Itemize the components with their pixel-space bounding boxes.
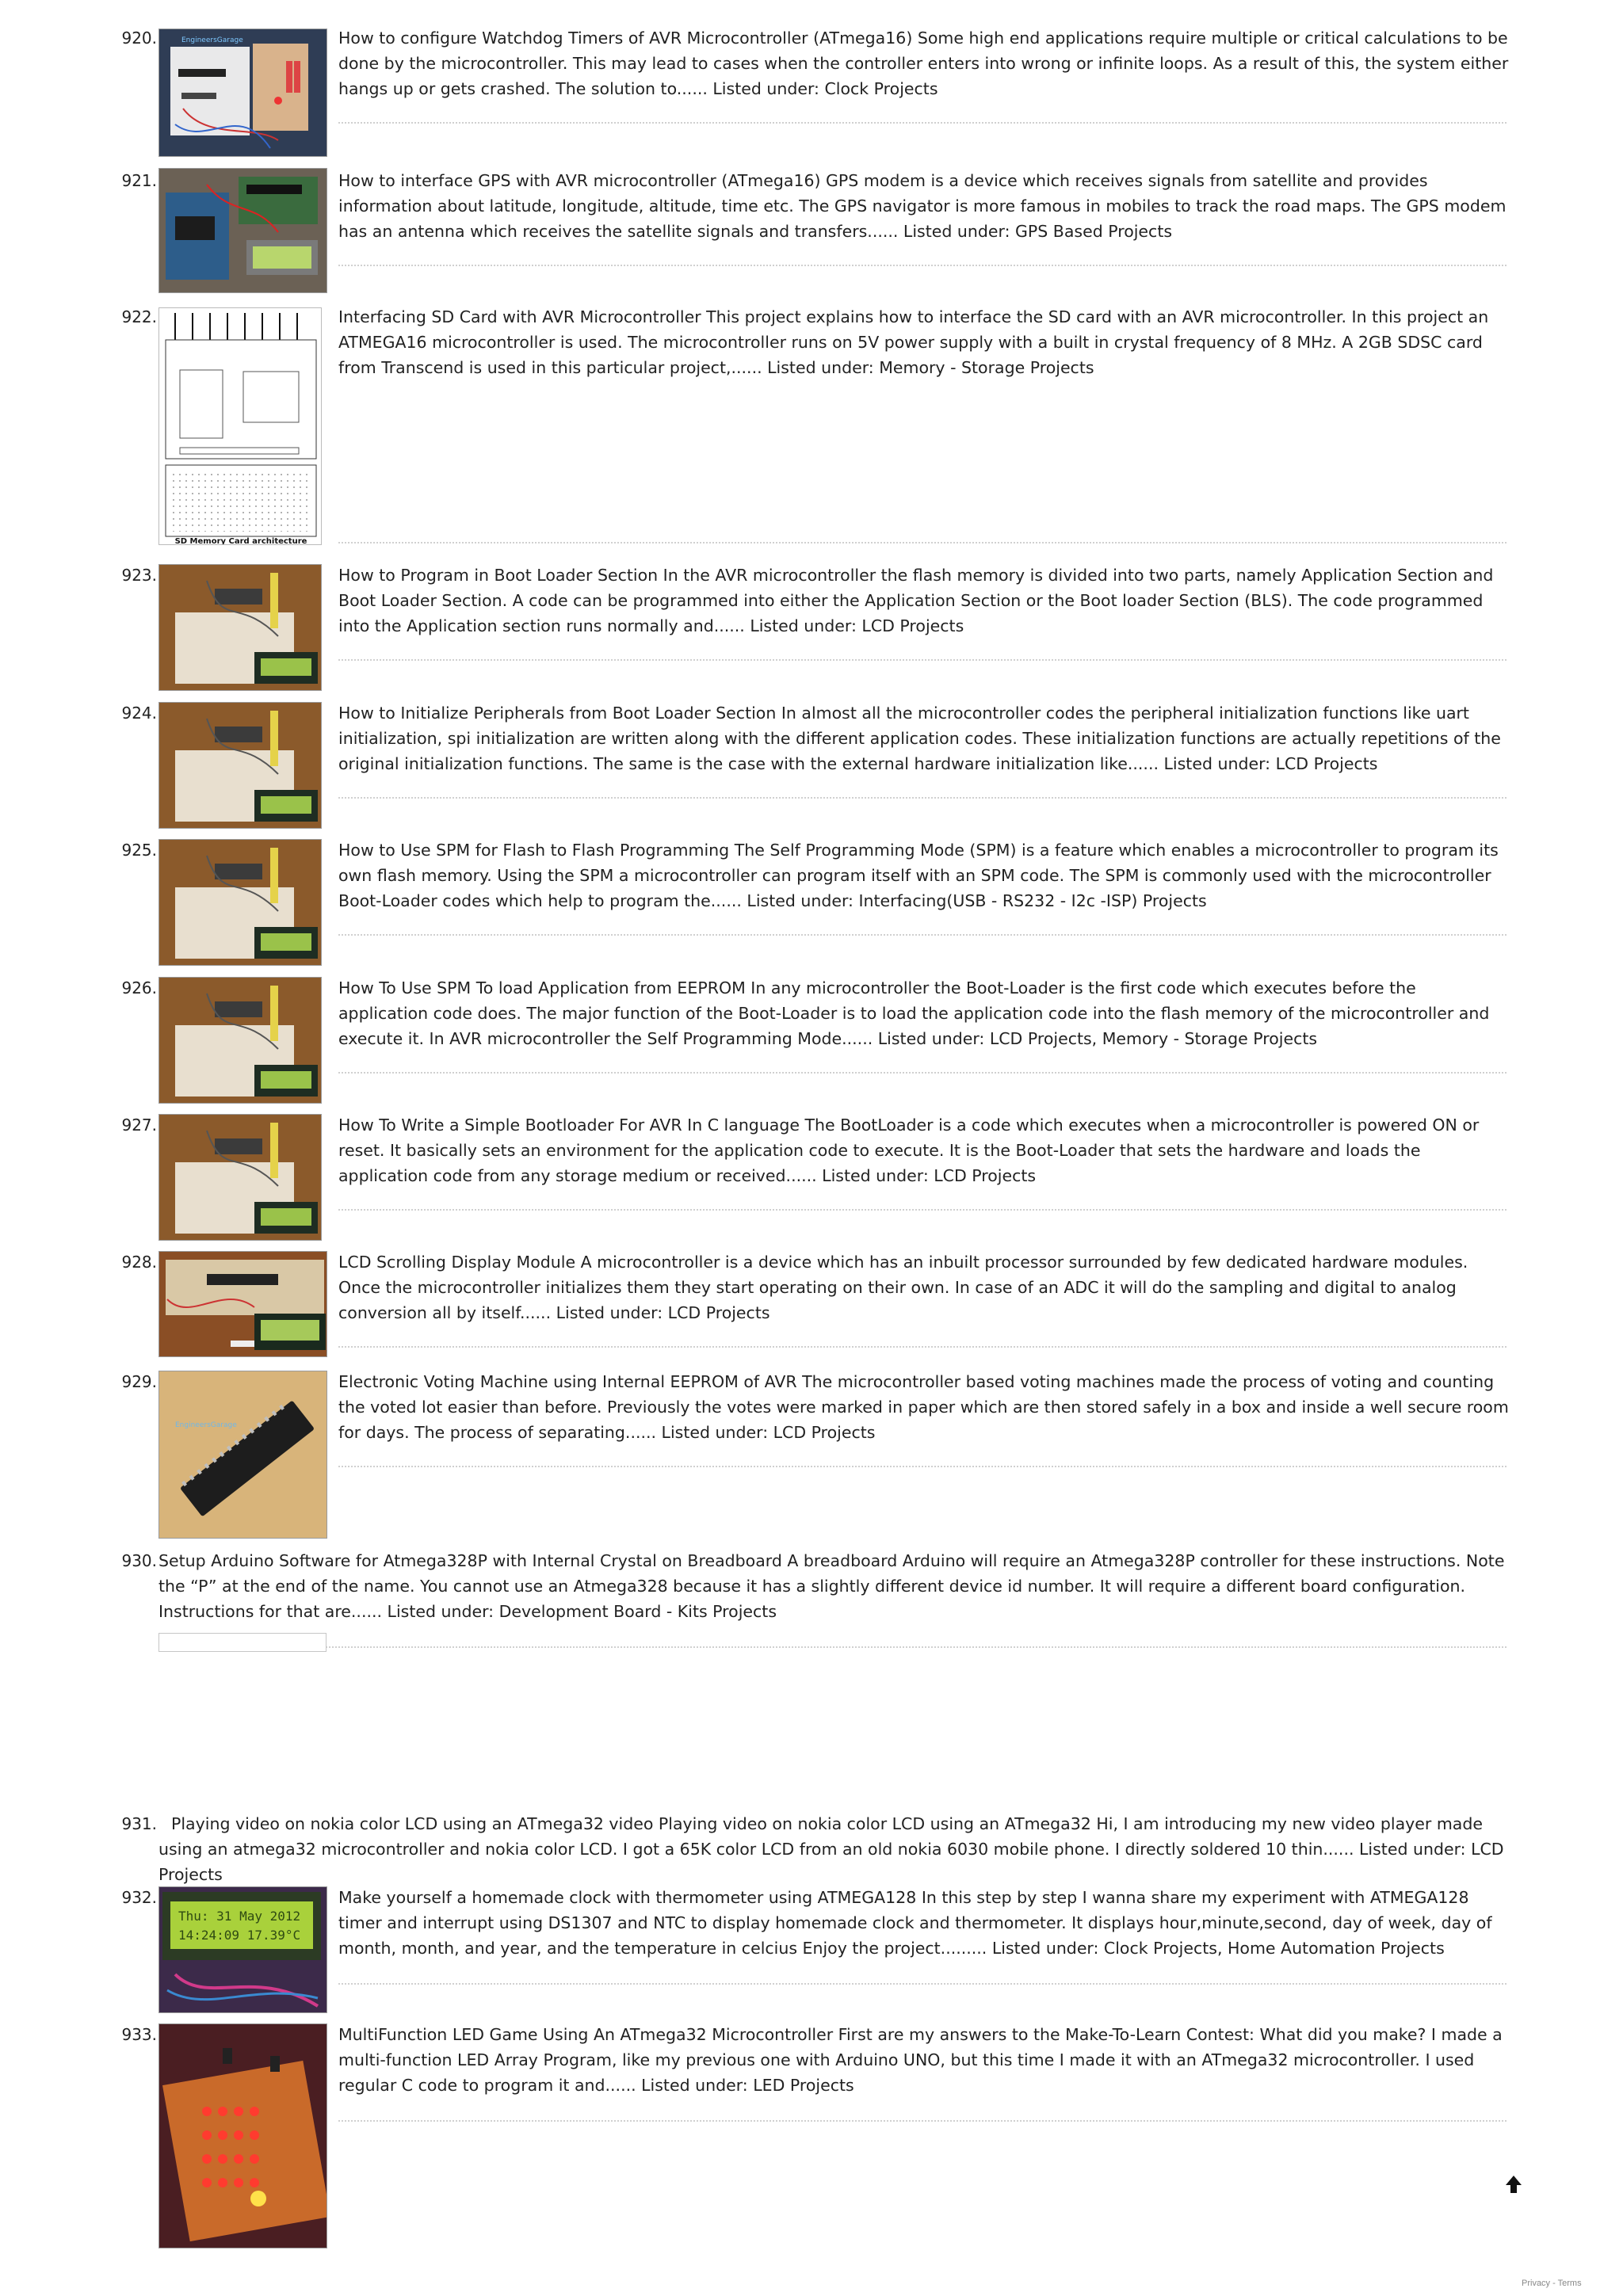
item-thumbnail[interactable]	[158, 1114, 322, 1241]
breadboard-lcd-image	[159, 840, 322, 966]
item-number: 926.	[121, 978, 157, 997]
image-watermark: EngineersGarage	[181, 36, 243, 44]
item-number: 924.	[121, 704, 157, 723]
item-number: 920.	[121, 29, 157, 48]
item-thumbnail[interactable]	[158, 1371, 327, 1539]
divider	[338, 1466, 1507, 1467]
divider	[338, 542, 1507, 543]
item-number: 932.	[121, 1888, 157, 1907]
item-number: 929.	[121, 1372, 157, 1391]
divider	[338, 1209, 1507, 1211]
lcd-clock-image	[159, 1887, 327, 2013]
broken-image-placeholder[interactable]	[158, 1633, 327, 1652]
breadboard-lcd-image	[159, 565, 322, 691]
item-number: 927.	[121, 1116, 157, 1135]
divider	[338, 1983, 1507, 1985]
lcd-scrolling-board-image	[159, 1252, 327, 1357]
divider	[338, 122, 1507, 124]
item-description[interactable]: How To Write a Simple Bootloader For AVR In C language The BootLoader is a code which executes when a microcontroller is powered ON or reset. It basically sets an environment for the application code to execute. It is the Boot-Loader that sets the hardware and loads the application code from any storage medium or received...... Listed under: LCD Projects	[338, 1116, 1480, 1185]
item-thumbnail[interactable]	[158, 839, 322, 966]
atmega-chip-image	[159, 1371, 327, 1539]
led-game-board-image	[159, 2024, 327, 2248]
divider	[338, 1346, 1507, 1348]
item-number: 921.	[121, 171, 157, 190]
divider	[338, 934, 1507, 936]
divider	[338, 1072, 1507, 1074]
item-description[interactable]: Interfacing SD Card with AVR Microcontroller This project explains how to interface the SD card with an AVR microcontroller. In this project an ATMEGA16 microcontroller is used. The microcontroller runs on 5V power supply with a built in crystal frequency of 8 MHz. A 2GB SDSC card from Transcend is used in this particular project,...... Listed under: Memory - Storage Projects	[338, 307, 1489, 377]
item-description[interactable]: Setup Arduino Software for Atmega328P with Internal Crystal on Breadboard A breadboard Arduino will require an Atmega328P controller for these instructions. Note the “P” at the end of the name. You cannot use an Atmega328 because it has a slightly different device id number. It will require a different board configuration. Instructions for that are...... Listed under: Development Board - Kits Projects	[158, 1551, 1505, 1621]
sd-card-diagram-image	[159, 308, 322, 545]
item-thumbnail[interactable]	[158, 29, 327, 157]
item-number: 923.	[121, 566, 157, 585]
item-thumbnail[interactable]	[158, 1251, 327, 1357]
circuit-board-image	[159, 29, 327, 157]
breadboard-lcd-image	[159, 978, 322, 1104]
lcd-text-line-2: 14:24:09 17.39°C	[178, 1928, 301, 1943]
item-number: 922.	[121, 307, 157, 326]
item-thumbnail[interactable]	[158, 2023, 327, 2248]
item-thumbnail[interactable]	[158, 564, 322, 691]
item-description[interactable]: LCD Scrolling Display Module A microcontroller is a device which has an inbuilt processor surrounded by few dedicated hardware modules. Once the microcontroller initializes them they start operating on their own. In case of an ADC it will do the sampling and digital to analog conversion all by itself...... Listed under: LCD Projects	[338, 1253, 1468, 1322]
image-caption: SD Memory Card architecture	[174, 537, 307, 545]
item-description[interactable]: Electronic Voting Machine using Internal EEPROM of AVR The microcontroller based voting machines made the process of voting and counting the voted lot easier than before. Previously the votes were marked in paper which are then stored safely in a box and inside a well secure room for days. The process of separating...... Listed under: LCD Projects	[338, 1372, 1509, 1442]
breadboard-lcd-image	[159, 703, 322, 829]
divider	[338, 265, 1507, 266]
item-description[interactable]: MultiFunction LED Game Using An ATmega32 Microcontroller First are my answers to the Make-To-Learn Contest: What did you make? I made a multi-function LED Array Program, like my previous one with Arduino UNO, but this time I made it with an ATmega32 microcontroller. I used regular C code to program it and...... Listed under: LED Projects	[338, 2025, 1503, 2095]
item-description[interactable]: Make yourself a homemade clock with thermometer using ATMEGA128 In this step by step I wanna share my experiment with ATMEGA128 timer and interrupt using DS1307 and NTC to display homemade clock and thermometer. It displays hour,minute,second, day of week, day of month, month, and year, and the temperature in celcius Enjoy the project......... Listed under: Clock Projects, Home Automation Projects	[338, 1888, 1492, 1958]
divider	[338, 659, 1507, 661]
item-number: 933.	[121, 2025, 157, 2044]
item-number: 931.	[121, 1814, 157, 1833]
divider	[158, 1646, 1507, 1648]
item-thumbnail[interactable]	[158, 307, 322, 545]
item-description[interactable]: How to interface GPS with AVR microcontroller (ATmega16) GPS modem is a device which receives signals from satellite and provides information about latitude, longitude, altitude, time etc. The GPS navigator is more famous in mobiles to track the road maps. The GPS modem has an antenna which receives the satellite signals and transfers...... Listed under: GPS Based Projects	[338, 171, 1507, 241]
item-description[interactable]: How to Use SPM for Flash to Flash Programming The Self Programming Mode (SPM) is a feature which enables a microcontroller to program its own flash memory. Using the SPM a microcontroller can program itself with an SPM code. The SPM is commonly used with the microcontroller Boot-Loader codes which help to program the...... Listed under: Interfacing(USB - RS232 - I2c -ISP) Projects	[338, 841, 1499, 910]
item-description[interactable]: How to Program in Boot Loader Section In the AVR microcontroller the flash memory is divided into two parts, namely Application Section and Boot Loader Section. A code can be programmed into either the Application Section or the Boot loader Section (BLS). The code programmed into the Application section runs normally and...... Listed under: LCD Projects	[338, 566, 1494, 635]
image-watermark: EngineersGarage	[175, 1421, 237, 1429]
divider	[338, 797, 1507, 799]
item-thumbnail[interactable]	[158, 168, 327, 293]
item-description[interactable]: Playing video on nokia color LCD using an ATmega32 video Playing video on nokia color LCD using an ATmega32 Hi, I am introducing my new video player made using an atmega32 microcontroller and nokia color LCD. I got a 65K color LCD from an old nokia 6030 mobile phone. I directly soldered 10 thin...... Listed under: LCD Projects	[158, 1814, 1504, 1884]
arrow-up-icon[interactable]	[1503, 2172, 1525, 2196]
gps-board-image	[159, 169, 327, 293]
item-number: 928.	[121, 1253, 157, 1272]
item-thumbnail[interactable]	[158, 977, 322, 1104]
divider	[338, 2120, 1507, 2122]
item-description[interactable]: How to configure Watchdog Timers of AVR Microcontroller (ATmega16) Some high end applications require multiple or critical calculations to be done by the microcontroller. This may lead to cases when the controller enters into wrong or infinite loops. As a result of this, the system either hangs up or gets crashed. The solution to...... Listed under: Clock Projects	[338, 29, 1509, 98]
item-description[interactable]: How to Initialize Peripherals from Boot Loader Section In almost all the microcontroller codes the peripheral initialization functions like uart initialization, spi initialization are written along with the different application codes. These initialization functions are actually repetitions of the original initialization functions. The same is the case with the external hardware initialization like...... Listed under: LCD Projects	[338, 704, 1501, 773]
lcd-text-line-1: Thu: 31 May 2012	[178, 1909, 301, 1924]
item-number: 925.	[121, 841, 157, 860]
footer-links[interactable]: Privacy - Terms	[1522, 2279, 1582, 2288]
breadboard-lcd-image	[159, 1115, 322, 1241]
item-description[interactable]: How To Use SPM To load Application from EEPROM In any microcontroller the Boot-Loader is the first code which executes before the application code does. The major function of the Boot-Loader is to load the application code into the flash memory of the microcontroller and execute it. In AVR microcontroller the Self Programming Mode...... Listed under: LCD Projects, Memory - Storage Projects	[338, 978, 1490, 1048]
item-thumbnail[interactable]	[158, 1886, 327, 2013]
item-number: 930.	[121, 1551, 157, 1570]
item-thumbnail[interactable]	[158, 702, 322, 829]
